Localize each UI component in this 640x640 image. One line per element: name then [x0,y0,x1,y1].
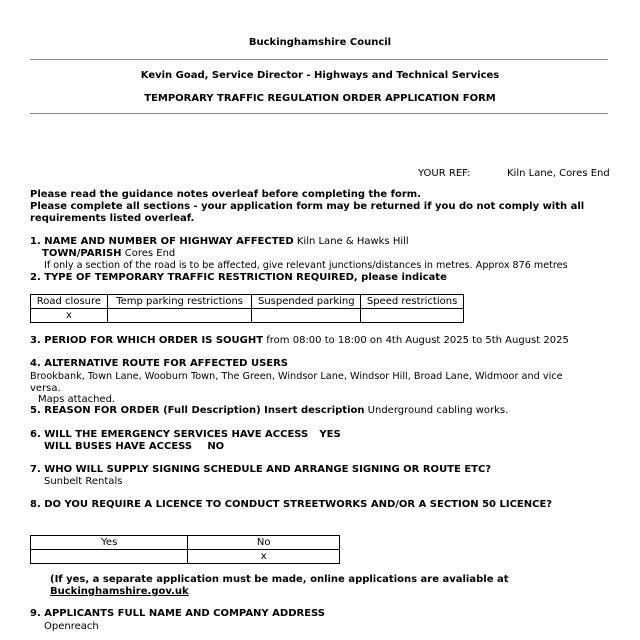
section-4-line-1: Brookbank, Town Lane, Wooburn Town, The Green, Windsor Lane, Windsor Hill, Broad Lane, Widmoor and vice [30,371,563,382]
section-5-value: Underground cabling works. [367,405,509,416]
section-5-heading: 5. REASON FOR ORDER (Full Description) Insert description [30,405,365,416]
intro-line-3: requirements listed overleaf. [30,213,195,224]
col-temp-parking: Temp parking restrictions [107,295,252,309]
buses-access-label: WILL BUSES HAVE ACCESS [44,441,193,452]
director-line: Kevin Goad, Service Director - Highways and Technical Services [140,70,500,81]
section-6 [30,429,341,440]
form-title: TEMPORARY TRAFFIC REGULATION ORDER APPLICATION FORM [144,93,496,104]
licence-link[interactable] [50,586,189,597]
buses-access-value: NO [207,441,225,452]
mark-suspended-parking[interactable] [252,309,361,323]
section-3-heading: 3. PERIOD FOR WHICH ORDER IS SOUGHT [30,335,264,346]
mark-speed-restrictions[interactable] [361,309,464,323]
col-suspended-parking: Suspended parking [252,295,361,309]
ref-value: Kiln Lane, Cores End [507,168,610,179]
section-9-heading: 9. APPLICANTS FULL NAME AND COMPANY ADDRESS [30,608,325,619]
col-yes: Yes [31,536,188,550]
col-no: No [188,536,340,550]
col-road-closure: Road closure [31,295,108,309]
section-1-value: Kiln Lane & Hawks Hill [296,236,409,247]
section-3-value: from 08:00 to 18:00 on 4th August 2025 to 5th August 2025 [266,335,569,346]
licence-note: (If yes, a separate application must be made, online applications are avaliable at [50,574,509,585]
restriction-type-table [30,294,464,323]
section-8-heading: 8. DO YOU REQUIRE A LICENCE TO CONDUCT STREETWORKS AND/OR A SECTION 50 LICENCE? [30,499,553,510]
section-2-heading: 2. TYPE OF TEMPORARY TRAFFIC RESTRICTION REQUIRED, please indicate [30,272,447,283]
mark-yes[interactable] [31,550,188,564]
col-speed-restrictions: Speed restrictions [361,295,464,309]
section-4-line-3: Maps attached. [38,394,116,405]
licence-table [30,535,340,564]
section-5 [30,405,508,416]
header-divider-bottom [30,113,608,114]
section-9-value: Openreach [44,621,99,632]
council-name: Buckinghamshire Council [248,37,392,48]
mark-temp-parking[interactable] [107,309,252,323]
section-6-value: YES [319,429,341,440]
town-parish-value: Cores End [124,248,176,259]
licence-link-text[interactable]: Buckinghamshire.gov.uk [50,586,189,597]
section-7-heading: 7. WHO WILL SUPPLY SIGNING SCHEDULE AND ARRANGE SIGNING OR ROUTE ETC? [30,464,492,475]
section-1 [30,236,409,247]
section-1-note: If only a section of the road is to be affected, give relevant junctions/distances in metres. Approx 876 metres [44,260,568,271]
section-7-value: Sunbelt Rentals [44,476,123,487]
section-4-line-2: versa. [30,383,61,394]
mark-road-closure[interactable]: x [31,309,108,323]
intro-line-2: Please complete all sections - your application form may be returned if you do not comply with all [30,201,585,212]
town-parish-label: TOWN/PARISH [42,248,122,259]
section-3 [30,335,569,346]
intro-line-1: Please read the guidance notes overleaf before completing the form. [30,189,422,200]
section-6-heading: 6. WILL THE EMERGENCY SERVICES HAVE ACCESS [30,429,309,440]
section-4-heading: 4. ALTERNATIVE ROUTE FOR AFFECTED USERS [30,358,289,369]
header-divider-top [30,59,608,60]
town-parish [42,248,175,259]
buses-access [44,441,224,452]
mark-no[interactable]: x [188,550,340,564]
section-1-heading: 1. NAME AND NUMBER OF HIGHWAY AFFECTED [30,236,294,247]
ref-label: YOUR REF: [418,168,471,179]
